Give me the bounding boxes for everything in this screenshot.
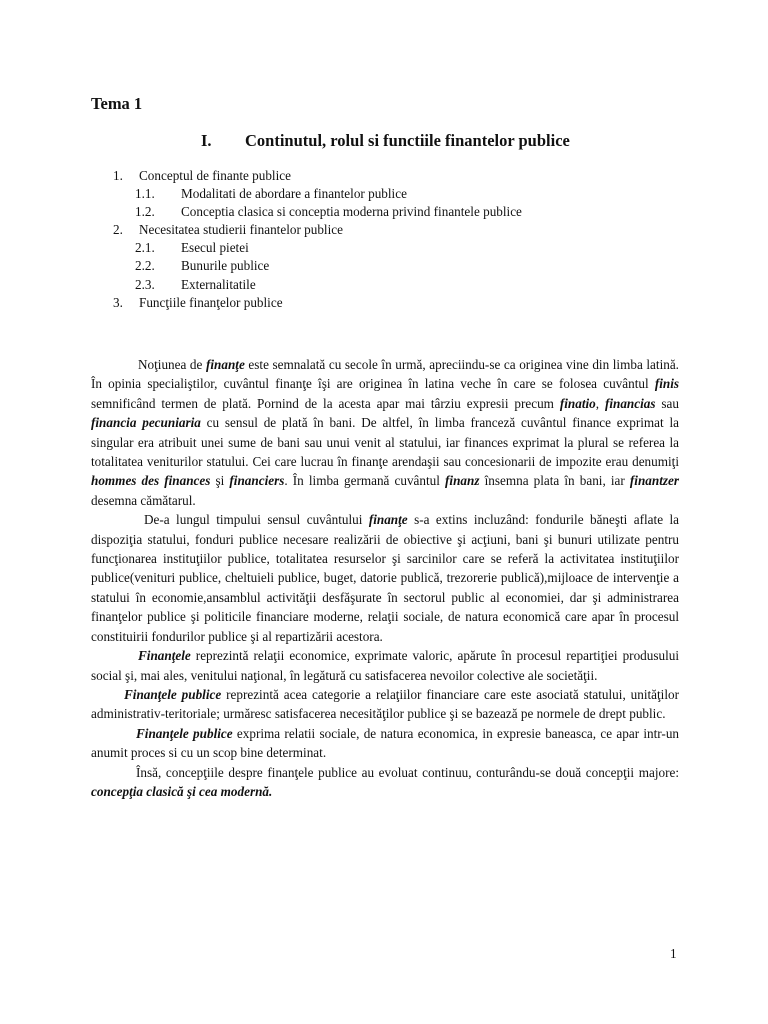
text-run: Însă, concepţiile despre finanţele publice au evoluat continuu, conturându-se două concepţii majore:: [136, 764, 679, 780]
text-run: cu sensul de plată în bani. De altfel, în limba franceză cuvântul finance exprimat la singular era atribuit unei sume de bani sau unui venit al statului, iar finances exprimat la plural se referea la totalitatea veniturilor statului. Cei care lucrau în finanţe arendaşii sau concesionarii de impozite erau denumiţi: [91, 415, 680, 470]
chapter-title: Continutul, rolul si functiile finantelor publice: [245, 131, 570, 150]
paragraph-evolution: [91, 510, 679, 646]
text-run: reprezintă relaţii economice, exprimate valoric, apărute în procesul repartiţiei produsului social şi, mai ales, venitului naţional, în legătură cu satisfacerea nevoilor colective ale societăţii.: [91, 648, 679, 683]
chapter-number: I.: [201, 131, 212, 150]
toc-number: 2.2.: [135, 258, 155, 274]
text-run: sau: [655, 395, 679, 411]
paragraph-finante-publice-definition: [91, 685, 679, 724]
term-finantzer: finantzer: [629, 473, 679, 489]
toc-number: 1.2.: [135, 204, 155, 220]
text-run: desemna cămătarul.: [91, 492, 196, 508]
page-number: 1: [670, 946, 677, 961]
toc-item-1-2: [113, 203, 522, 221]
text-run: De-a lungul timpului sensul cuvântului: [144, 512, 369, 528]
paragraph-conceptii: [91, 763, 679, 802]
term-finis: finis: [654, 376, 679, 392]
text-run: semnificând termen de plată. Pornind de la acesta apar mai târziu expresii precum: [91, 395, 560, 411]
toc-number: 2.: [113, 222, 123, 238]
text-run: însemna plata în bani, iar: [479, 473, 630, 489]
text-run: s-a extins incluzând: fondurile băneşti aflate la dispoziţia statului, fonduri publice necesare realizării de obiective şi acţiuni, bani şi bunuri utilizate pentru funcţionarea instituţiilor publice, totalitatea resurselor şi sarcinilor care se referă la activitatea instituţiilor publice(venituri publice, cheltuieli publice, buget, datorie publică, trezorerie publică),mijloace de intervenţie a statului în economie,ansamblul activităţii desfăşurate în sectorul public al economiei, dar şi administrarea finanţelor publice şi politicile financiare moderne, relaţii sociale, de natura economică care apar în procesul constituirii fondurilor publice şi al repartizării acestora.: [91, 512, 680, 644]
toc-item-2-3: [113, 276, 522, 294]
toc-item-2-2: [113, 257, 522, 275]
toc-label: Conceptia clasica si conceptia moderna privind finantele publice: [181, 204, 522, 220]
toc-number: 3.: [113, 294, 123, 310]
toc-number: 1.1.: [135, 186, 155, 202]
toc-number: 1.: [113, 168, 123, 183]
toc-label: Conceptul de finante publice: [139, 168, 291, 183]
term-finantele: Finanţele: [138, 648, 191, 664]
toc-label: Externalitatile: [181, 276, 256, 292]
toc-number: 2.3.: [135, 276, 155, 292]
term-finatio: finatio: [559, 395, 596, 411]
term-conceptia-clasica-moderna: concepţia clasică şi cea modernă.: [91, 783, 273, 799]
text-run: ,: [595, 395, 605, 411]
toc-label: Necesitatea studierii finantelor publice: [139, 222, 343, 238]
chapter-heading: [201, 131, 570, 151]
text-run: şi: [210, 473, 230, 489]
text-run: exprima relatii sociale, de natura economica, in expresie baneasca, ce apar intr-un anumit proces si cu un scop bine determinat.: [91, 725, 680, 761]
text-run: reprezintă acea categorie a relaţiilor financiare care este asociată statului, unităţilor administrativ-teritoriale; urmăresc satisfacerea necesităţilor publice şi se bazează pe normele de drept public.: [91, 686, 679, 722]
tema-label: Tema 1: [91, 94, 143, 113]
text-run: Noţiunea de: [138, 357, 206, 372]
term-hommes-des-finances: hommes des finances: [91, 473, 211, 489]
toc-item-1: [113, 167, 522, 185]
body-text: [91, 355, 679, 801]
term-finante: finanţe: [205, 357, 245, 372]
term-financias: financias: [604, 395, 656, 411]
term-finante: finanţe: [368, 512, 408, 528]
toc-label: Modalitati de abordare a finantelor publice: [181, 186, 407, 202]
toc-label: Esecul pietei: [181, 240, 249, 256]
toc-item-3: [113, 294, 522, 312]
text-run: . În limba germană cuvântul: [284, 473, 446, 489]
term-financiers: financiers: [229, 473, 285, 489]
toc-number: 2.1.: [135, 240, 155, 256]
toc-item-2-1: [113, 239, 522, 257]
term-financia-pecuniaria: financia pecuniaria: [91, 415, 201, 431]
paragraph-finante-publice-relatii: [91, 724, 679, 763]
toc-label: Bunurile publice: [181, 258, 270, 274]
text-run: este semnalată cu secole în urmă, apreciindu-se ca originea vine din limba latină. În opinia specialiştilor, cuvântul finanţe îşi are originea în latina veche în care se folosea cuvântul: [91, 357, 679, 392]
toc-item-2: [113, 221, 522, 239]
term-finantele-publice: Finanţele publice: [124, 686, 222, 702]
toc-item-1-1: [113, 185, 522, 203]
term-finanz: finanz: [445, 473, 480, 489]
term-finantele-publice: Finanţele publice: [136, 725, 233, 741]
paragraph-finante-definition: [91, 646, 679, 685]
table-of-contents: [113, 167, 522, 312]
paragraph-origin: [91, 355, 679, 510]
toc-label: Funcţiile finanţelor publice: [139, 294, 283, 310]
